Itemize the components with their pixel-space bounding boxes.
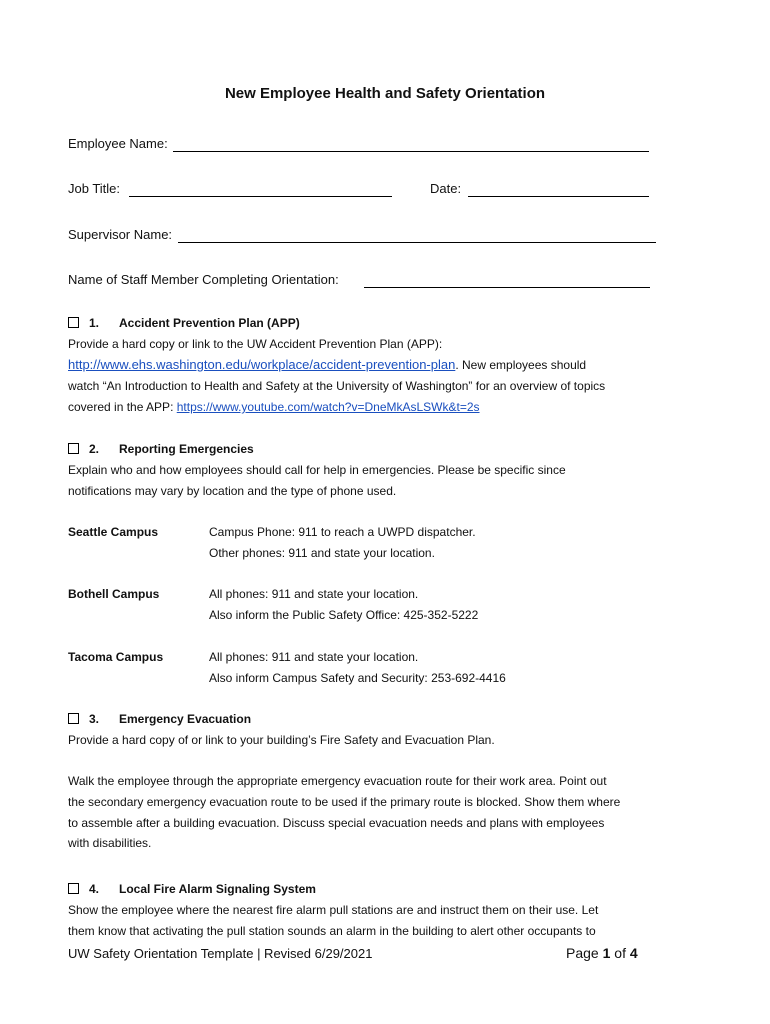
section-1-video-line [68, 400, 480, 414]
page-total: 4 [629, 945, 638, 961]
section-title: Accident Prevention Plan (APP) [119, 316, 300, 330]
section-1-text: Provide a hard copy or link to the UW Accident Prevention Plan (APP): [68, 337, 443, 351]
supervisor-name-label: Supervisor Name: [68, 227, 173, 242]
section-1-text: covered in the APP: [68, 400, 177, 414]
section-3-text: with disabilities. [68, 836, 152, 850]
date-field[interactable] [468, 196, 649, 197]
campus-detail: All phones: 911 and state your location. [209, 650, 419, 664]
section-4-text: Show the employee where the nearest fire alarm pull stations are and instruct them on their use. Let [68, 903, 599, 917]
section-4-checkbox[interactable] [68, 883, 79, 894]
staff-member-label: Name of Staff Member Completing Orientation: [68, 272, 339, 287]
section-2-text: notifications may vary by location and the type of phone used. [68, 484, 397, 498]
section-1-text: . New employees should [455, 358, 587, 372]
section-3-text: the secondary emergency evacuation route to be used if the primary route is blocked. Show them where [68, 795, 621, 809]
supervisor-name-field[interactable] [178, 242, 656, 243]
section-3-heading [68, 712, 251, 726]
page-current: 1 [602, 945, 611, 961]
section-number: 2. [89, 442, 100, 456]
campus-detail: Campus Phone: 911 to reach a UWPD dispatcher. [209, 525, 476, 539]
footer-template-info: UW Safety Orientation Template | Revised 6/29/2021 [68, 946, 373, 961]
section-1-text: watch “An Introduction to Health and Safety at the University of Washington” for an overview of topics [68, 379, 606, 393]
campus-detail: Other phones: 911 and state your location. [209, 546, 435, 560]
job-title-field[interactable] [129, 196, 392, 197]
section-1-checkbox[interactable] [68, 317, 79, 328]
campus-name: Seattle Campus [68, 525, 159, 539]
staff-member-field[interactable] [364, 287, 650, 288]
page-title: New Employee Health and Safety Orientation [224, 85, 546, 102]
section-title: Local Fire Alarm Signaling System [119, 882, 316, 896]
campus-detail: Also inform Campus Safety and Security: 253-692-4416 [209, 671, 506, 685]
section-number: 4. [89, 882, 100, 896]
section-3-text: Provide a hard copy of or link to your building’s Fire Safety and Evacuation Plan. [68, 733, 495, 747]
campus-name: Bothell Campus [68, 587, 160, 601]
page-of: of [610, 945, 630, 961]
section-2-checkbox[interactable] [68, 443, 79, 454]
page-indicator [566, 945, 638, 961]
date-label: Date: [430, 181, 462, 196]
section-2-text: Explain who and how employees should call for help in emergencies. Please be specific since [68, 463, 566, 477]
section-3-checkbox[interactable] [68, 713, 79, 724]
campus-name: Tacoma Campus [68, 650, 164, 664]
section-2-heading [68, 442, 254, 456]
section-1-link-line [68, 357, 586, 372]
section-number: 1. [89, 316, 100, 330]
campus-detail: All phones: 911 and state your location. [209, 587, 419, 601]
section-3-text: to assemble after a building evacuation. Discuss special evacuation needs and plans with employees [68, 816, 605, 830]
campus-detail: Also inform the Public Safety Office: 425-352-5222 [209, 608, 479, 622]
section-number: 3. [89, 712, 100, 726]
section-4-heading [68, 882, 316, 896]
section-title: Reporting Emergencies [119, 442, 254, 456]
video-link[interactable]: https://www.youtube.com/watch?v=DneMkAsLSWk&t=2s [176, 400, 480, 414]
section-3-text: Walk the employee through the appropriate emergency evacuation route for their work area. Point out [68, 774, 607, 788]
job-title-label: Job Title: [68, 181, 121, 196]
section-1-heading [68, 316, 300, 330]
employee-name-label: Employee Name: [68, 136, 168, 151]
employee-name-field[interactable] [173, 151, 649, 152]
section-title: Emergency Evacuation [119, 712, 252, 726]
app-link[interactable]: http://www.ehs.washington.edu/workplace/accident-prevention-plan [68, 357, 456, 372]
section-4-text: them know that activating the pull station sounds an alarm in the building to alert other occupants to [68, 924, 596, 938]
page-label: Page [566, 945, 603, 961]
